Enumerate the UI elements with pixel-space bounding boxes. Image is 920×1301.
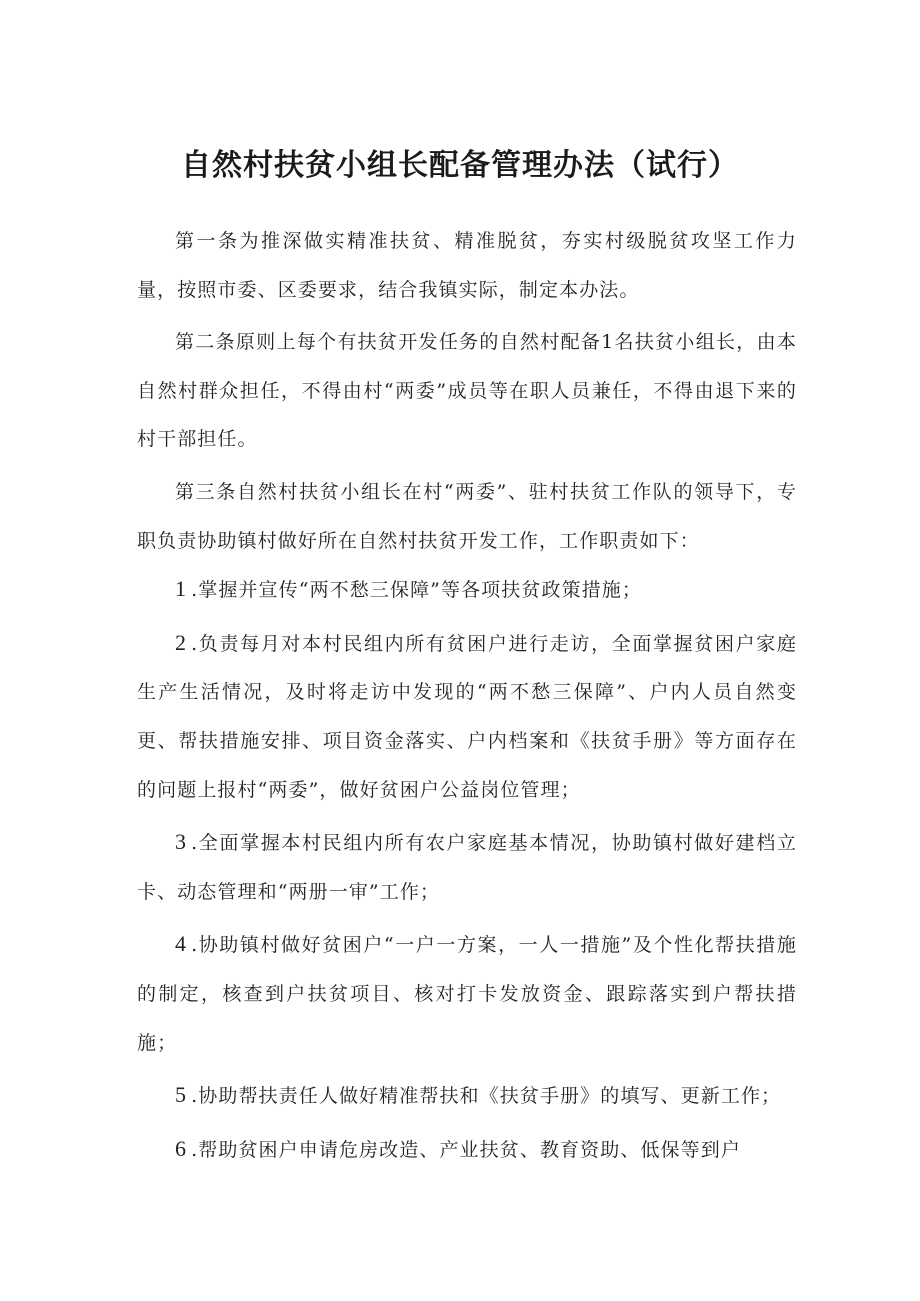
- document-title: 自然村扶贫小组长配备管理办法（试行）: [181, 148, 739, 183]
- list-item-text: .协助镇村做好贫困户“一户一方案，一人一措施”及个性化帮扶措施的制定，核查到户扶贫项目、核对打卡发放资金、跟踪落实到户帮扶措施；: [137, 934, 797, 1054]
- list-item-4: [137, 920, 797, 1067]
- paragraph-article-3: [137, 468, 797, 565]
- list-item-5: [137, 1071, 797, 1121]
- paragraph-article-2: [137, 318, 797, 464]
- list-item-number: 5: [175, 1082, 188, 1108]
- list-item-1: [137, 565, 797, 615]
- paragraph-text: 第二条原则上每个有扶贫开发任务的自然村配备1名扶贫小组长，由本自然村群众担任，不得由村“两委”成员等在职人员兼任，不得由退下来的村干部担任。: [137, 331, 797, 451]
- list-item-number: 6: [175, 1135, 188, 1161]
- list-item-number: 3: [175, 829, 188, 855]
- list-item-2: [137, 619, 797, 814]
- paragraph-text: 第一条为推深做实精准扶贫、精准脱贫，夯实村级脱贫攻坚工作力量，按照市委、区委要求，结合我镇实际，制定本办法。: [137, 230, 797, 301]
- paragraph-article-1: [137, 217, 797, 314]
- list-item-number: 2: [175, 629, 188, 655]
- paragraph-text: 第三条自然村扶贫小组长在村“两委”、驻村扶贫工作队的领导下，专职负责协助镇村做好所在自然村扶贫开发工作，工作职责如下：: [137, 480, 797, 552]
- list-item-text: .协助帮扶责任人做好精准帮扶和《扶贫手册》的填写、更新工作；: [191, 1085, 782, 1108]
- list-item-3: [137, 818, 797, 916]
- list-item-number: 1: [175, 576, 188, 602]
- list-item-text: .帮助贫困户申请危房改造、产业扶贫、教育资助、低保等到户: [191, 1138, 741, 1161]
- list-item-text: .掌握并宣传“两不愁三保障”等各项扶贫政策措施；: [191, 579, 642, 602]
- document-body: [137, 217, 797, 1174]
- list-item-text: .全面掌握本村民组内所有农户家庭基本情况，协助镇村做好建档立卡、动态管理和“两册一审”工作；: [137, 832, 797, 903]
- list-item-number: 4: [175, 931, 188, 957]
- list-item-text: .负责每月对本村民组内所有贫困户进行走访，全面掌握贫困户家庭生产生活情况，及时将走访中发现的“两不愁三保障”、户内人员自然变更、帮扶措施安排、项目资金落实、户内档案和《扶贫手册》等方面存在的问题上报村“两委”，做好贫困户公益岗位管理；: [137, 632, 797, 801]
- list-item-6: [137, 1125, 797, 1175]
